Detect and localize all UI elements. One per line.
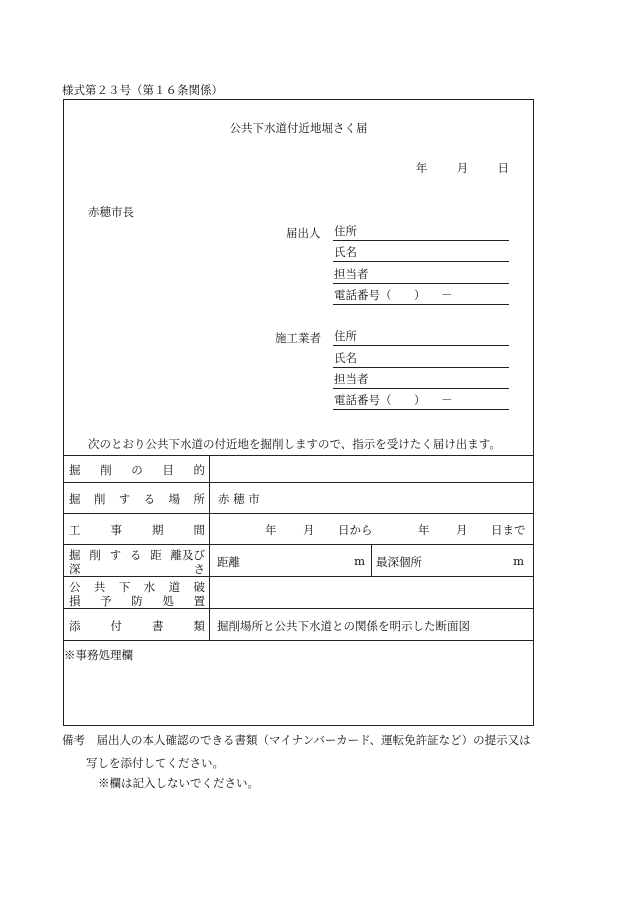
place-label: 掘 削 す る 場 所: [69, 492, 205, 506]
row-place: [64, 483, 533, 514]
applicant-phone-dash: －: [441, 288, 453, 302]
place-label-cell: [64, 483, 210, 513]
period-label: 工 事 期 間: [69, 523, 205, 537]
intro-statement: 次のとおり公共下水道の付近地を掘削しますので、指示を受けたく届け出ます。: [88, 437, 501, 451]
distance-label-line1: 掘 削 す る 距 離及び: [69, 548, 205, 562]
period-from-year: 年: [265, 523, 277, 537]
deepest-input[interactable]: [372, 545, 533, 576]
distance-label-cell: [64, 545, 210, 576]
protection-label-line1: 公 共 下 水 道 破: [69, 580, 205, 594]
office-use-area[interactable]: [64, 641, 533, 725]
remarks-line2: 写しを添付してください。: [86, 756, 224, 770]
contractor-name-label: 氏名: [334, 351, 357, 365]
applicant-address-label: 住所: [334, 224, 357, 238]
details-table: [64, 455, 533, 725]
form-title: 公共下水道付近地堀さく届: [229, 121, 368, 135]
applicant-heading: 届出人: [286, 226, 321, 240]
form-number: 様式第２３号（第１６条関係）: [62, 83, 223, 97]
date-month[interactable]: 月: [456, 161, 469, 175]
attachments-input[interactable]: [210, 609, 533, 640]
deepest-unit: m: [513, 554, 524, 568]
contractor-phone-dash: －: [441, 393, 453, 407]
applicant-person-label: 担当者: [334, 267, 369, 281]
applicant-phone-field[interactable]: [333, 287, 509, 305]
applicant-person-field[interactable]: [333, 266, 509, 284]
addressee: 赤穂市長: [88, 205, 134, 219]
applicant-phone-label: 電話番号（: [334, 288, 392, 302]
applicant-name-label: 氏名: [334, 245, 357, 259]
purpose-label: 掘 削 の 目 的: [69, 463, 205, 477]
protection-label-cell: [64, 577, 210, 608]
applicant-phone-close: ）: [414, 288, 426, 302]
contractor-phone-label: 電話番号（: [334, 393, 392, 407]
office-use-label: ※事務処理欄: [64, 648, 133, 662]
contractor-address-field[interactable]: [333, 328, 509, 346]
distance-label: 距離: [217, 555, 240, 569]
protection-label-line2: 損 予 防 処 置: [69, 594, 205, 608]
period-to-year: 年: [418, 523, 430, 537]
row-period: [64, 514, 533, 545]
attachments-value: 掘削場所と公共下水道との関係を明示した断面図: [217, 619, 470, 633]
remarks-line1: 備考 届出人の本人確認のできる書類（マイナンバーカード、運転免許証など）の提示又は: [62, 733, 531, 747]
applicant-address-field[interactable]: [333, 223, 509, 241]
contractor-heading: 施工業者: [275, 331, 321, 345]
row-protection: [64, 577, 533, 609]
attachments-label: 添 付 書 類: [69, 619, 205, 633]
period-input[interactable]: [210, 514, 533, 544]
period-from-month: 月: [303, 523, 315, 537]
period-to-day: 日まで: [491, 523, 526, 537]
period-to-month: 月: [456, 523, 468, 537]
place-value: 赤 穂 市: [218, 492, 260, 506]
form-frame: [63, 99, 534, 726]
contractor-phone-close: ）: [414, 393, 426, 407]
date-day[interactable]: 日: [497, 161, 509, 175]
protection-input[interactable]: [210, 577, 533, 608]
purpose-input[interactable]: [210, 456, 533, 482]
period-label-cell: [64, 514, 210, 544]
contractor-person-field[interactable]: [333, 371, 509, 389]
contractor-address-label: 住所: [334, 329, 357, 343]
period-from-day: 日から: [338, 523, 373, 537]
contractor-phone-field[interactable]: [333, 392, 509, 410]
deepest-label: 最深個所: [376, 555, 422, 569]
distance-unit: m: [354, 554, 365, 568]
applicant-name-field[interactable]: [333, 244, 509, 262]
row-attachments: [64, 609, 533, 641]
place-input[interactable]: [210, 483, 533, 513]
row-distance: [64, 545, 533, 577]
contractor-person-label: 担当者: [334, 372, 369, 386]
date-year[interactable]: 年: [415, 161, 428, 175]
contractor-name-field[interactable]: [333, 350, 509, 368]
submission-date: [416, 160, 509, 176]
purpose-label-cell: [64, 456, 210, 482]
remarks-line3: ※欄は記入しないでください。: [98, 776, 259, 790]
attachments-label-cell: [64, 609, 210, 640]
distance-input[interactable]: [210, 545, 372, 576]
row-purpose: [64, 456, 533, 483]
distance-cells: [210, 545, 533, 576]
distance-label-line2: 深 さ: [69, 562, 205, 576]
